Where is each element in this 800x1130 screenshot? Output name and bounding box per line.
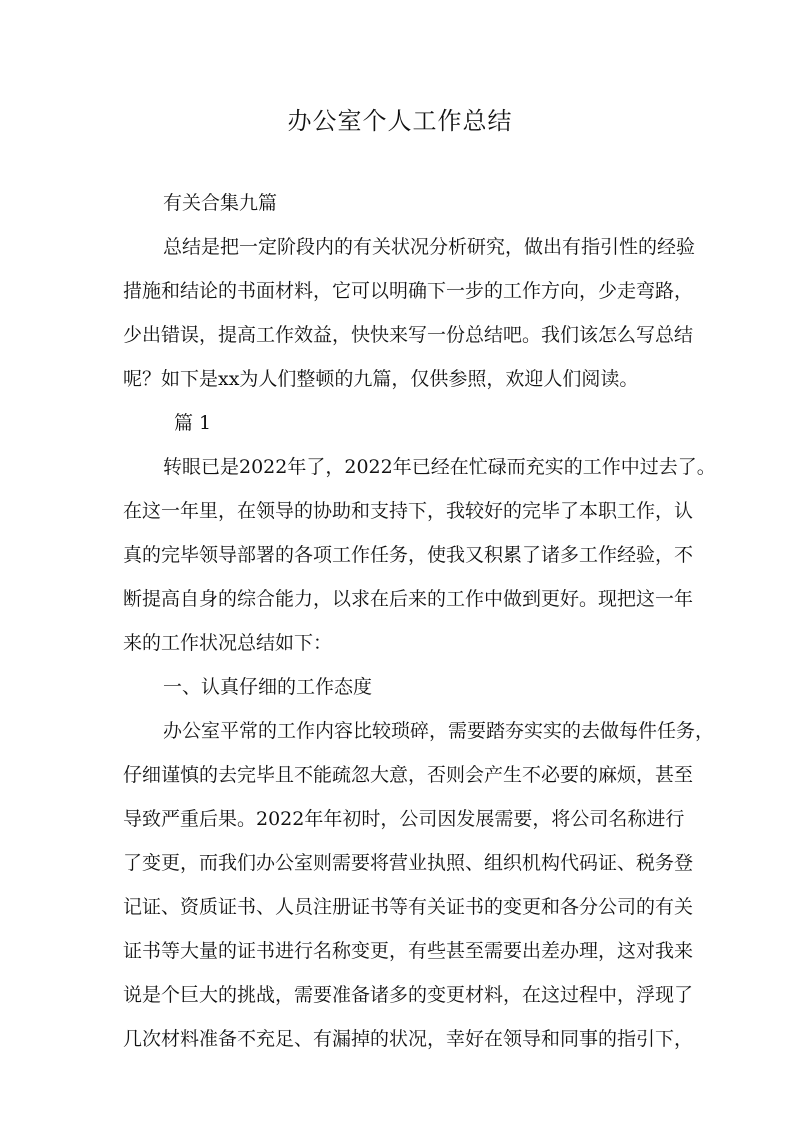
paragraph-line: 仔细谨慎的去完毕且不能疏忽大意，否则会产生不必要的麻烦，甚至 (123, 764, 694, 786)
intro-line: 措施和结论的书面材料，它可以明确下一步的工作方向，少走弯路， (123, 280, 694, 302)
intro-line: 呢？如下是xx为人们整顿的九篇，仅供参照，欢迎人们阅读。 (123, 368, 639, 390)
paragraph-line: 记证、资质证书、人员注册证书等有关证书的变更和各分公司的有关 (123, 896, 694, 918)
intro-line: 少出错误，提高工作效益，快快来写一份总结吧。我们该怎么写总结 (123, 324, 694, 346)
paragraph-line: 证书等大量的证书进行名称变更，有些甚至需要出差办理，这对我来 (123, 940, 694, 962)
paragraph-line: 说是个巨大的挑战，需要准备诸多的变更材料，在这过程中，浮现了 (123, 984, 694, 1006)
document-title: 办公室个人工作总结 (287, 107, 513, 135)
paragraph-line: 真的完毕领导部署的各项工作任务，使我又积累了诸多工作经验，不 (123, 544, 694, 566)
paragraph-line: 办公室平常的工作内容比较琐碎，需要踏夯实实的去做每件任务， (163, 720, 715, 742)
paragraph-line: 来的工作状况总结如下： (123, 632, 333, 654)
document-subtitle: 有关合集九篇 (163, 192, 278, 214)
intro-line: 总结是把一定阶段内的有关状况分析研究，做出有指引性的经验 (163, 236, 696, 258)
paragraph-line: 几次材料准备不充足、有漏掉的状况，幸好在领导和同事的指引下， (123, 1028, 694, 1050)
paragraph-line: 在这一年里，在领导的协助和支持下，我较好的完毕了本职工作，认 (123, 500, 694, 522)
paragraph-line: 断提高自身的综合能力，以求在后来的工作中做到更好。现把这一年 (123, 588, 694, 610)
paragraph-line: 了变更，而我们办公室则需要将营业执照、组织机构代码证、税务登 (123, 852, 694, 874)
section-heading: 一、认真仔细的工作态度 (163, 676, 373, 698)
paragraph-line: 转眼已是2022年了，2022年已经在忙碌而充实的工作中过去了。 (163, 456, 716, 478)
section-label: 篇 1 (174, 412, 212, 434)
paragraph-line: 导致严重后果。2022年年初时，公司因发展需要，将公司名称进行 (123, 808, 685, 830)
